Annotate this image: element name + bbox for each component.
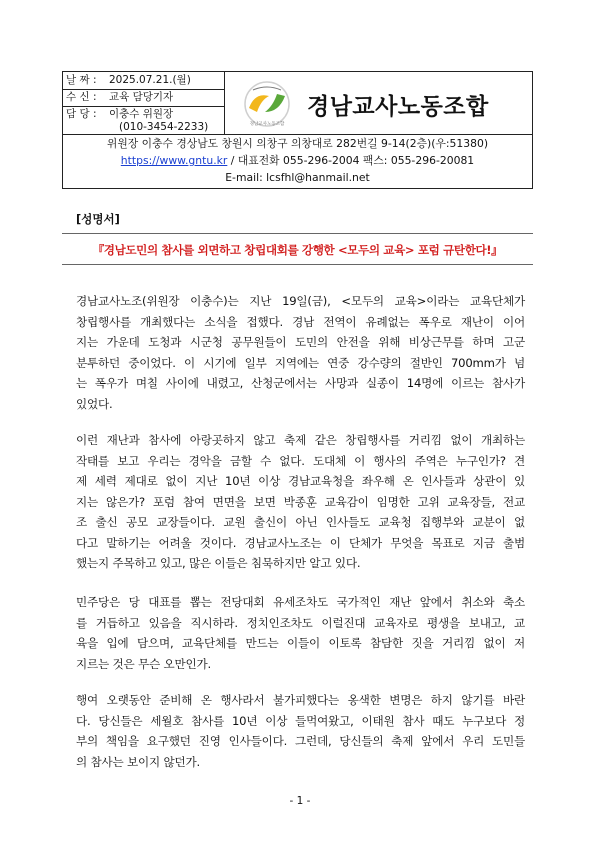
text-line: 작태를 보고 우리는 경악을 금할 수 없다. 도대체 이 행사의 주역은 누구인가? 견 <box>76 453 525 468</box>
text-line: 부의 책임을 요구했던 진영 인사들이다. 그런데, 당신들의 축제 앞에서 우리 도민들 <box>76 734 525 748</box>
text-line: 했는지 주목하고 있고, 많은 이들은 침묵하지만 알고 있다. <box>76 556 361 570</box>
text-line: 창립행사를 개최했다는 소식을 접했다. 경남 전역이 유례없는 폭우로 재난이 이어 <box>76 314 525 329</box>
text-line: 지는 가운데 도청과 시군청 공무원들이 도민의 안전을 위해 비상근무를 하며 고군 <box>76 335 525 349</box>
title-bottom-rule <box>62 264 533 265</box>
text-line: 육을 입에 담으며, 교육단체를 만드는 이들이 이토록 참담한 짓을 거리낌 없이 저 <box>76 636 525 650</box>
org-branding <box>225 72 532 135</box>
union-logo-icon <box>239 78 295 130</box>
text-line: 지르는 것은 무슨 오만인가. <box>76 656 211 671</box>
statement-title: 『경남도민의 참사를 외면하고 창립대회를 강행한 <모두의 교육> 포럼 규탄한다!』 <box>92 243 503 257</box>
text-line: 다. 당신들은 세월호 참사를 10년 이상 들먹여왔고, 이태원 참사 때도 누구보다 정 <box>76 713 525 728</box>
text-line: 지는 않은가? 포럼 참여 면면을 보면 박종훈 교육감이 임명한 고위 교육장들, 전교 <box>76 494 525 509</box>
org-name: 경남교사노동조합 <box>307 94 489 120</box>
paragraph-3 <box>76 592 525 674</box>
text-line: 다고 말하기는 어려울 것이다. 경남교사노조는 이 단체가 무엇을 목표로 지금 출범 <box>76 535 525 550</box>
paragraph-2 <box>76 430 525 574</box>
email-line: E-mail: lcsfhl@hanmail.net <box>225 171 370 184</box>
text-line: 의 참사는 보이지 않던가. <box>76 754 200 769</box>
web-phone-line <box>63 153 532 169</box>
text-line: 조 출신 공모 교장들이다. 교원 출신이 아닌 인사들도 교육청 집행부와 교분이 없 <box>76 515 525 529</box>
text-line: 행여 오랫동안 준비해 온 행사라서 불가피했다는 옹색한 변명은 하지 않기를 바란 <box>76 693 525 707</box>
contact-block <box>63 135 532 188</box>
contact-value: 이충수 위원장 <box>109 108 174 120</box>
text-line: 제 세력 제대로 없이 지난 10년 이상 경남교육청을 좌우해 온 인사들과 상관이 있 <box>76 474 525 488</box>
contact-phone: (010-3454-2233) <box>119 121 209 133</box>
text-line: 를 거듭하고 있음을 직시하라. 정치인조차도 이럴진대 교육자로 평생을 보내고, 교 <box>76 615 525 630</box>
phone-fax: / 대표전화 055-296-2004 팩스: 055-296-20081 <box>227 154 475 167</box>
text-line: 는 폭우가 며칠 사이에 내렸고, 산청군에서는 사망과 실종이 14명에 이르는 참사가 <box>76 376 525 390</box>
logo-caption: 경남교사노동조합 <box>249 122 285 127</box>
text-line: 민주당은 당 대표를 뽑는 전당대회 유세조차도 국가적인 재난 앞에서 취소와 축소 <box>76 595 525 609</box>
page-number: - 1 - <box>289 795 311 807</box>
recipient-label: 수 신 : <box>66 91 97 103</box>
statement-label: [성명서] <box>76 212 120 226</box>
address-line: 위원장 이충수 경상남도 창원시 의창구 의창대로 282번길 9-14(2층)(우:51380) <box>106 137 489 150</box>
press-release-header <box>62 71 533 189</box>
text-line: 경남교사노조(위원장 이충수)는 지난 19일(금), <모두의 교육>이라는 교육단체가 <box>76 294 525 308</box>
recipient-value: 교육 담당기자 <box>109 91 174 103</box>
logo-leaf-yellow <box>249 95 269 112</box>
contact-label: 담 당 : <box>66 108 97 120</box>
paragraph-4 <box>76 690 525 772</box>
date-value: 2025.07.21.(월) <box>109 74 191 86</box>
logo-leaf-green <box>265 94 285 112</box>
title-top-rule <box>62 233 533 234</box>
date-label: 날 짜 : <box>66 74 97 86</box>
website-link[interactable]: https://www.gntu.kr <box>120 154 228 167</box>
release-info <box>63 72 225 135</box>
text-line: 분투하던 중이었다. 이 시기에 일부 지역에는 연중 강수량의 절반인 700mm가 넘 <box>76 355 525 370</box>
text-line: 이런 재난과 참사에 아랑곳하지 않고 축제 같은 창립행사를 거리낌 없이 개최하는 <box>76 433 525 447</box>
text-line: 있었다. <box>76 396 113 411</box>
paragraph-1 <box>76 291 525 414</box>
